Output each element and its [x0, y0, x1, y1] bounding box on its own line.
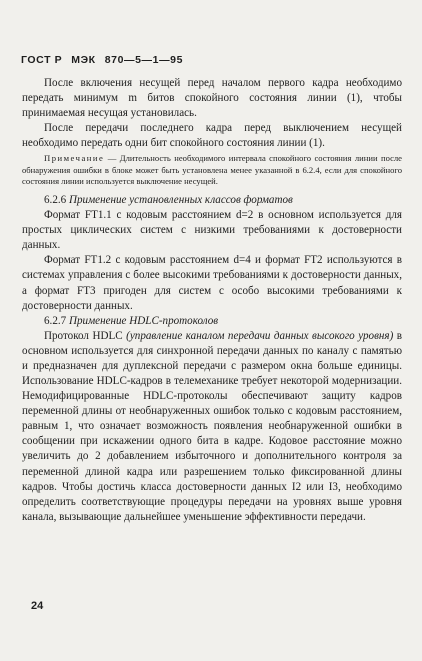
note: [22, 153, 402, 187]
hdlc-body: в основном используется для синхронной передачи данных по каналу с памятью и предназначен для дуплексной передачи с размером окна больше единицы. Использование HDLC-кадров в телемеханике требует некоторой модернизации. Немодифицированные HDLC-протоколы обеспечивают защиту кадров переменной длины от необнаруженных ошибок только с кодовым расстоянием, равным 1, что означает возможность появления необнаруженной ошибки в сообщении при искажении одного бита в кадре. Кодовое расстояние можно увеличить до 2 добавлением избыточного и дополнительного контроля за переменной длиной кадра или разрешением только фиксированной длины кадров. Чтобы достичь класса достоверности данных I2 или I3, необходимо определить соответствующие процедуры передачи на уровнях выше уровня канала, вызывающие дальнейшее уменьшение эффективности передачи.: [22, 329, 402, 523]
header-org: МЭК: [71, 54, 96, 66]
paragraph-carrier-off: После передачи последнего кадра перед выключением несущей необходимо передать одни бит спокойного состояния линии (1).: [22, 122, 402, 150]
hdlc-intro: Протокол HDLC: [44, 329, 127, 342]
section-number: 6.2.6: [44, 194, 67, 207]
paragraph-ft11: Формат FT1.1 с кодовым расстоянием d=2 в основном используется для простых циклических систем с низкими требованиями к достоверности данных.: [22, 209, 402, 252]
body-text: [22, 76, 402, 525]
section-heading-6-2-7: [22, 314, 402, 329]
header-number: 870—5—1—95: [104, 54, 184, 66]
paragraph-ft12: Формат FT1.2 с кодовым расстоянием d=4 и формат FT2 используются в системах управления с более высокими требованиями к достоверности данных, а формат FT3 пригоден для систем с особо высокими требованиями к достоверности данных.: [22, 254, 402, 312]
note-label: Примечание: [44, 153, 105, 164]
paragraph-hdlc: [22, 329, 402, 525]
note-text: — Длительность необходимого интервала спокойного состояния линии после обнаружения ошибки в блоке может быть установлена менее указанной в 6.2.4, если для спокойного состояния линии используется выключение несущей.: [22, 153, 402, 186]
hdlc-expansion: (управление каналом передачи данных высокого уровня): [126, 329, 394, 342]
section-title: Применение установленных классов форматов: [66, 194, 293, 207]
section-number: 6.2.7: [44, 314, 67, 327]
page-number: 24: [31, 600, 44, 612]
page-header: [21, 54, 183, 66]
section-title: Применение HDLC-протоколов: [66, 314, 219, 327]
paragraph-carrier-on: После включения несущей перед началом первого кадра необходимо передать минимум m битов спокойного состояния линии (1), чтобы принимаемая несущая установилась.: [22, 77, 402, 120]
header-standard: ГОСТ Р: [21, 54, 63, 66]
section-heading-6-2-6: [22, 193, 402, 208]
